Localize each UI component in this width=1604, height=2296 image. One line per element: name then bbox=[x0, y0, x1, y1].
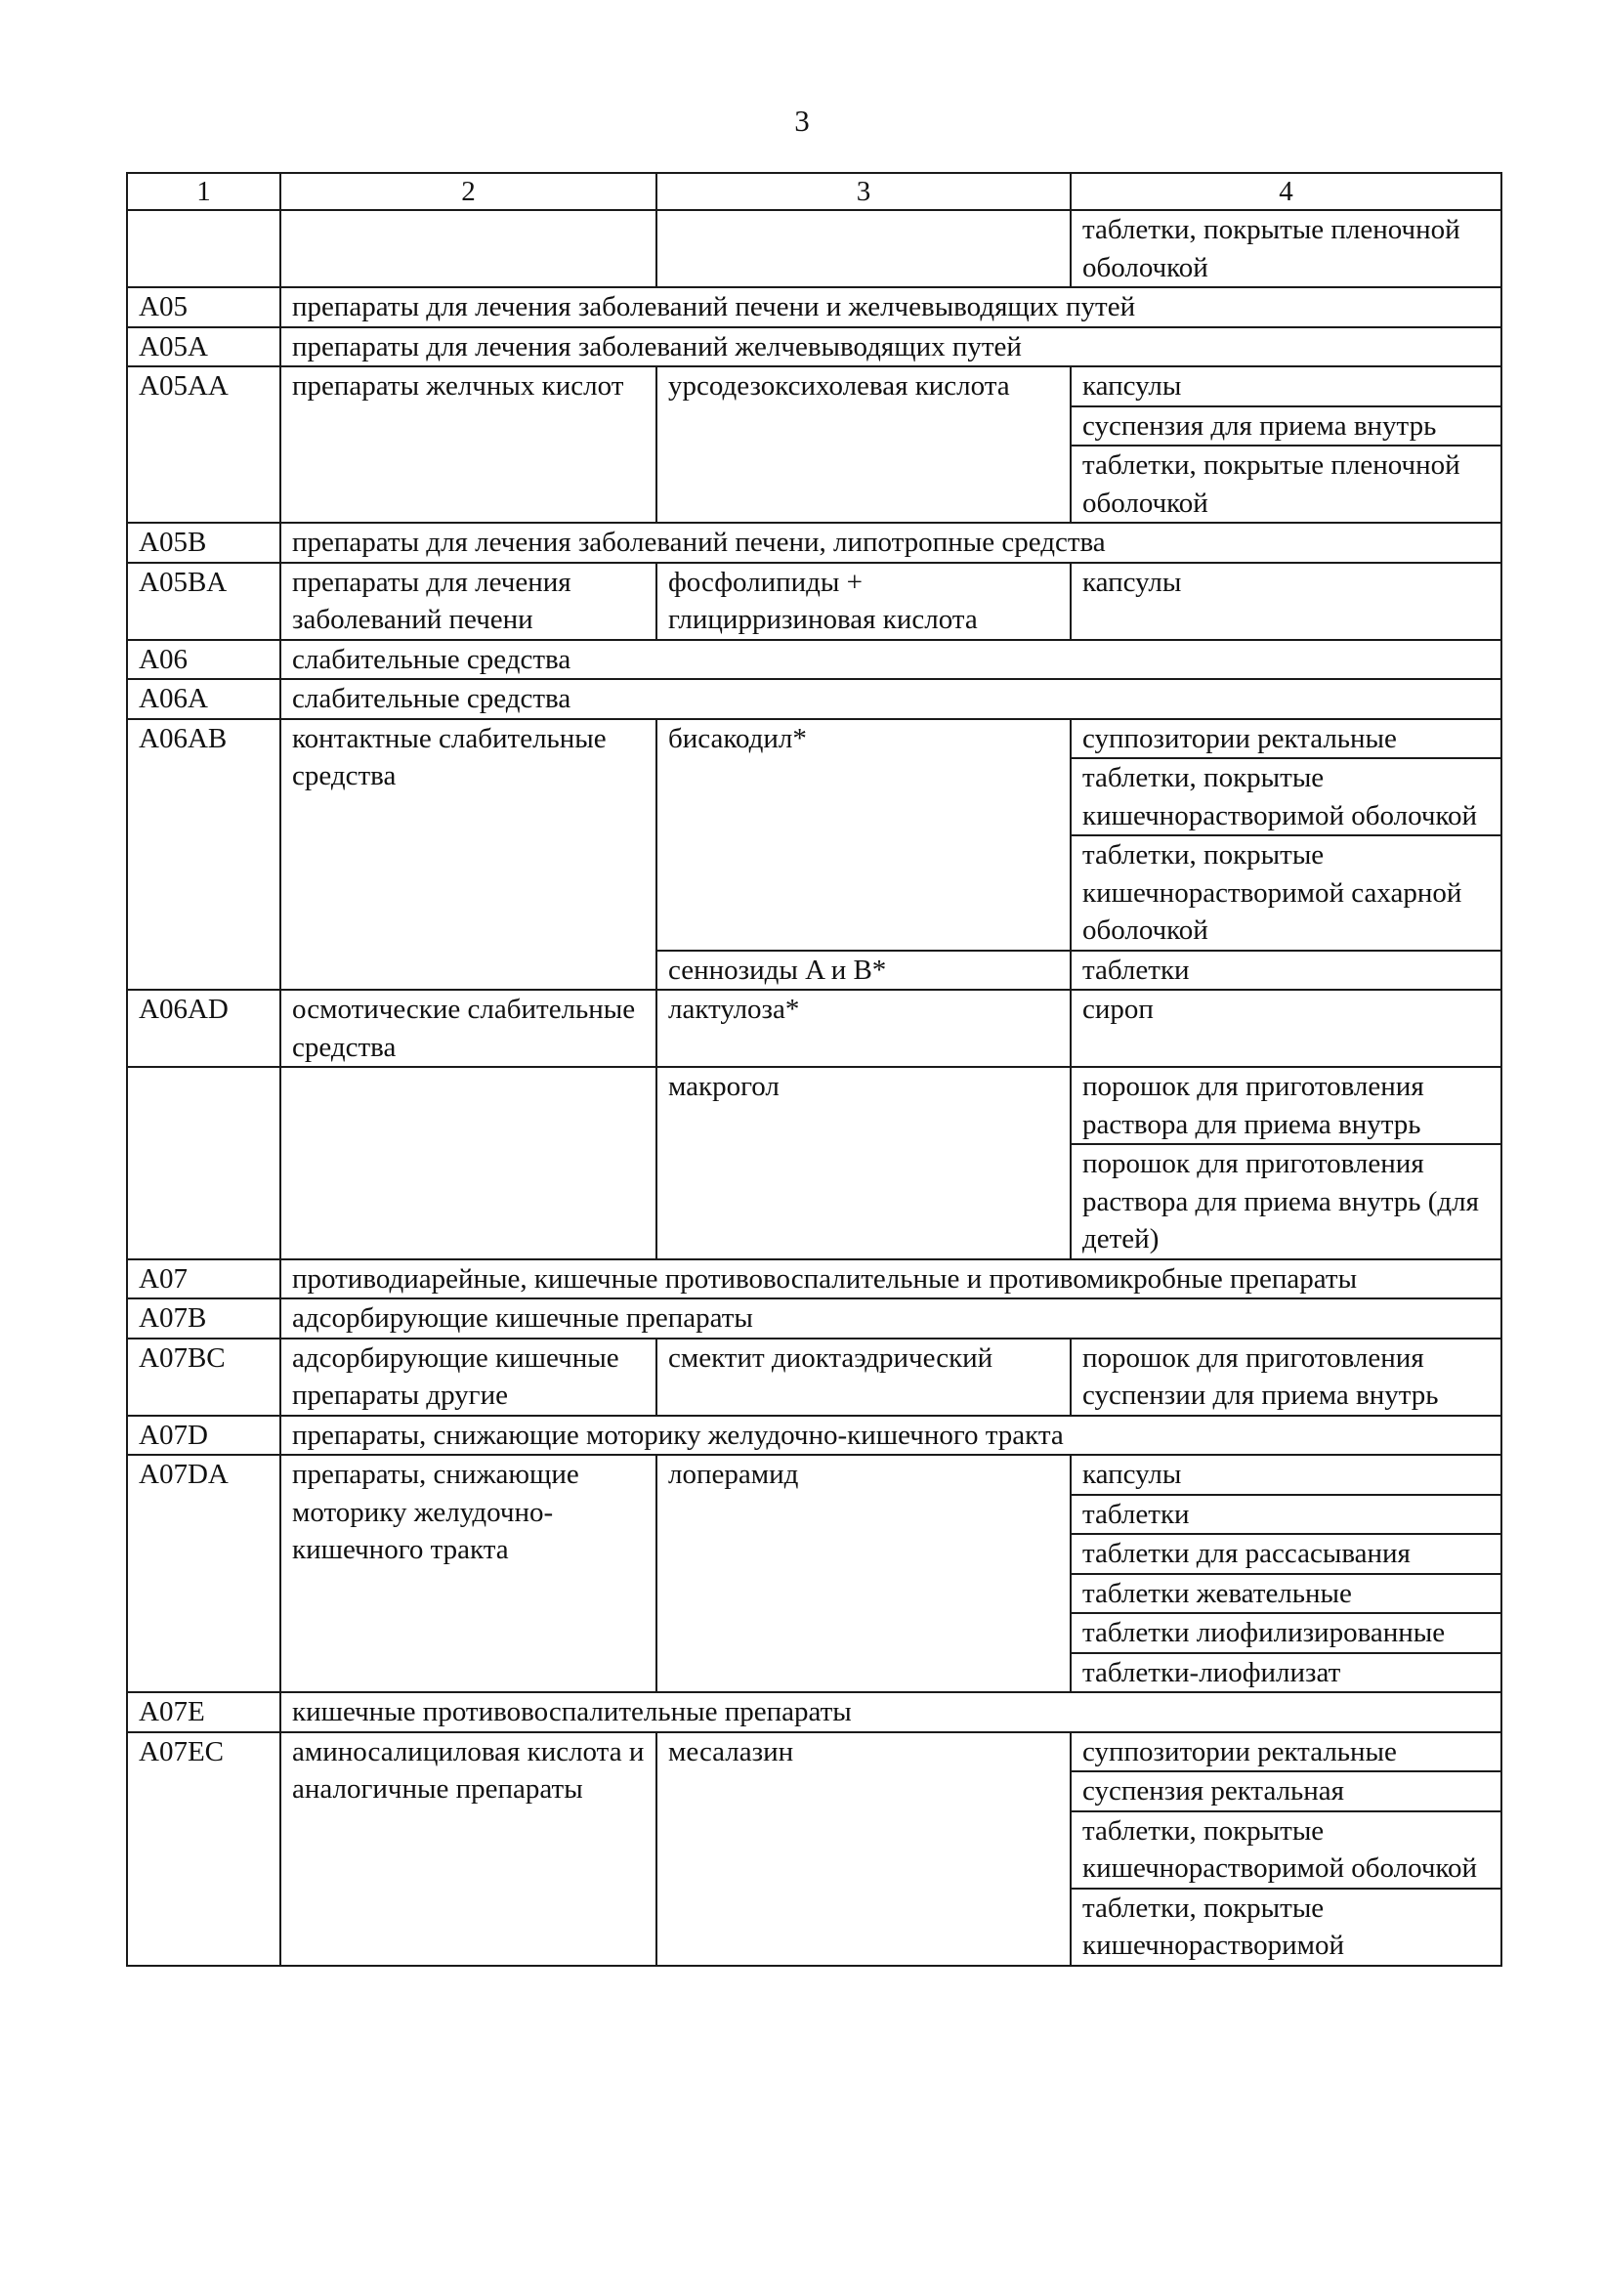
table-row bbox=[127, 210, 1501, 287]
table-row bbox=[127, 366, 1501, 523]
dosage-form: таблетки для рассасывания bbox=[1072, 1535, 1500, 1575]
drug-name: макрогол bbox=[656, 1067, 1071, 1259]
group-description: препараты, снижающие моторику желудочно-кишечного тракта bbox=[280, 1416, 1501, 1456]
table-row bbox=[127, 719, 1501, 951]
group-name: адсорбирующие кишечные препараты другие bbox=[280, 1339, 656, 1416]
table-row bbox=[127, 1732, 1501, 1966]
dosage-forms bbox=[1071, 719, 1501, 951]
drug-name: бисакодил* bbox=[656, 719, 1071, 951]
dosage-forms bbox=[1071, 951, 1501, 991]
dosage-forms bbox=[1071, 563, 1501, 640]
dosage-forms bbox=[1071, 1067, 1501, 1259]
dosage-forms bbox=[1071, 1455, 1501, 1692]
dosage-form: таблетки, покрытые кишечнорастворимой сахарной оболочкой bbox=[1082, 839, 1462, 946]
dosage-form: таблетки, покрытые кишечнорастворимой оболочкой bbox=[1072, 1812, 1500, 1890]
dosage-form: таблетки, покрытые пленочной оболочкой bbox=[1082, 214, 1460, 283]
dosage-form: таблетки, покрытые пленочной оболочкой bbox=[1082, 449, 1460, 519]
dosage-form: порошок для приготовления раствора для приема внутрь bbox=[1072, 1068, 1500, 1145]
drug-name: лактулоза* bbox=[656, 990, 1071, 1067]
dosage-form: порошок для приготовления суспензии для приема внутрь bbox=[1082, 1341, 1439, 1411]
atc-code: A07E bbox=[127, 1692, 280, 1732]
dosage-form: суппозитории ректальные bbox=[1072, 1733, 1500, 1773]
table-row bbox=[127, 1455, 1501, 1692]
atc-code: A07EC bbox=[127, 1732, 280, 1966]
group-description: адсорбирующие кишечные препараты bbox=[280, 1298, 1501, 1339]
dosage-forms bbox=[1071, 1339, 1501, 1416]
atc-code: A07DA bbox=[127, 1455, 280, 1692]
dosage-forms bbox=[1071, 366, 1501, 523]
table-row bbox=[127, 1416, 1501, 1456]
atc-code: A06AB bbox=[127, 719, 280, 991]
table-row bbox=[127, 640, 1501, 680]
group-description: препараты для лечения заболеваний желчевыводящих путей bbox=[280, 327, 1501, 367]
atc-code: A05B bbox=[127, 523, 280, 563]
drug-name: фосфолипиды + глицирризиновая кислота bbox=[656, 563, 1071, 640]
atc-code: A07 bbox=[127, 1259, 280, 1299]
group-name: препараты для лечения заболеваний печени bbox=[280, 563, 656, 640]
group-name: аминосалициловая кислота и аналогичные препараты bbox=[280, 1732, 656, 1966]
dosage-forms bbox=[1071, 210, 1501, 287]
dosage-form: сироп bbox=[1082, 994, 1154, 1025]
table-row bbox=[127, 1692, 1501, 1732]
table-row bbox=[127, 1259, 1501, 1299]
atc-code bbox=[127, 1067, 280, 1259]
header-row bbox=[127, 173, 1501, 210]
column-header: 2 bbox=[280, 173, 656, 210]
table-row bbox=[127, 990, 1501, 1067]
atc-code: A06AD bbox=[127, 990, 280, 1067]
dosage-form: суспензия для приема внутрь bbox=[1072, 407, 1500, 447]
group-description: противодиарейные, кишечные противовоспалительные и противомикробные препараты bbox=[280, 1259, 1501, 1299]
group-description: препараты для лечения заболеваний печени и желчевыводящих путей bbox=[280, 287, 1501, 327]
dosage-form: таблетки лиофилизированные bbox=[1072, 1614, 1500, 1654]
table-row bbox=[127, 1067, 1501, 1259]
drug-name: месалазин bbox=[656, 1732, 1071, 1966]
atc-code bbox=[127, 210, 280, 287]
table-row bbox=[127, 563, 1501, 640]
group-name: препараты, снижающие моторику желудочно-кишечного тракта bbox=[280, 1455, 656, 1692]
medication-table bbox=[126, 172, 1502, 1967]
dosage-form: таблетки жевательные bbox=[1072, 1575, 1500, 1615]
atc-code: A06 bbox=[127, 640, 280, 680]
atc-code: A07B bbox=[127, 1298, 280, 1339]
dosage-form: капсулы bbox=[1072, 1456, 1500, 1496]
group-name: контактные слабительные средства bbox=[280, 719, 656, 991]
atc-code: A05BA bbox=[127, 563, 280, 640]
group-description: слабительные средства bbox=[280, 679, 1501, 719]
group-description: кишечные противовоспалительные препараты bbox=[280, 1692, 1501, 1732]
dosage-form: суспензия ректальная bbox=[1072, 1772, 1500, 1812]
dosage-form: таблетки, покрытые кишечнорастворимой оболочкой bbox=[1072, 759, 1500, 836]
group-name: препараты желчных кислот bbox=[280, 366, 656, 523]
group-name bbox=[280, 1067, 656, 1259]
atc-code: A05 bbox=[127, 287, 280, 327]
atc-code: A07BC bbox=[127, 1339, 280, 1416]
table-row bbox=[127, 327, 1501, 367]
atc-code: A06A bbox=[127, 679, 280, 719]
table-row bbox=[127, 1339, 1501, 1416]
table-row bbox=[127, 679, 1501, 719]
drug-name bbox=[656, 210, 1071, 287]
dosage-form: таблетки-лиофилизат bbox=[1082, 1656, 1341, 1688]
dosage-form: порошок для приготовления раствора для приема внутрь (для детей) bbox=[1082, 1148, 1479, 1254]
dosage-form: таблетки, покрытые кишечнорастворимой bbox=[1082, 1892, 1344, 1961]
table-row bbox=[127, 287, 1501, 327]
table-body bbox=[127, 210, 1501, 1966]
dosage-form: капсулы bbox=[1072, 367, 1500, 407]
page-number: 3 bbox=[794, 104, 810, 138]
drug-name: смектит диоктаэдрический bbox=[656, 1339, 1071, 1416]
dosage-forms bbox=[1071, 1732, 1501, 1966]
dosage-form: таблетки bbox=[1072, 1496, 1500, 1536]
dosage-form: таблетки bbox=[1082, 954, 1190, 986]
column-header: 4 bbox=[1071, 173, 1501, 210]
dosage-forms bbox=[1071, 990, 1501, 1067]
atc-code: A05A bbox=[127, 327, 280, 367]
group-name: осмотические слабительные средства bbox=[280, 990, 656, 1067]
group-description: препараты для лечения заболеваний печени, липотропные средства bbox=[280, 523, 1501, 563]
table-row bbox=[127, 1298, 1501, 1339]
drug-name: сеннозиды A и B* bbox=[656, 951, 1071, 991]
drug-name: урсодезоксихолевая кислота bbox=[656, 366, 1071, 523]
atc-code: A07D bbox=[127, 1416, 280, 1456]
table-row bbox=[127, 523, 1501, 563]
group-name bbox=[280, 210, 656, 287]
dosage-form: суппозитории ректальные bbox=[1072, 720, 1500, 760]
drug-name: лоперамид bbox=[656, 1455, 1071, 1692]
column-header: 3 bbox=[656, 173, 1071, 210]
atc-code: A05AA bbox=[127, 366, 280, 523]
dosage-form: капсулы bbox=[1082, 566, 1182, 598]
column-header: 1 bbox=[127, 173, 280, 210]
group-description: слабительные средства bbox=[280, 640, 1501, 680]
